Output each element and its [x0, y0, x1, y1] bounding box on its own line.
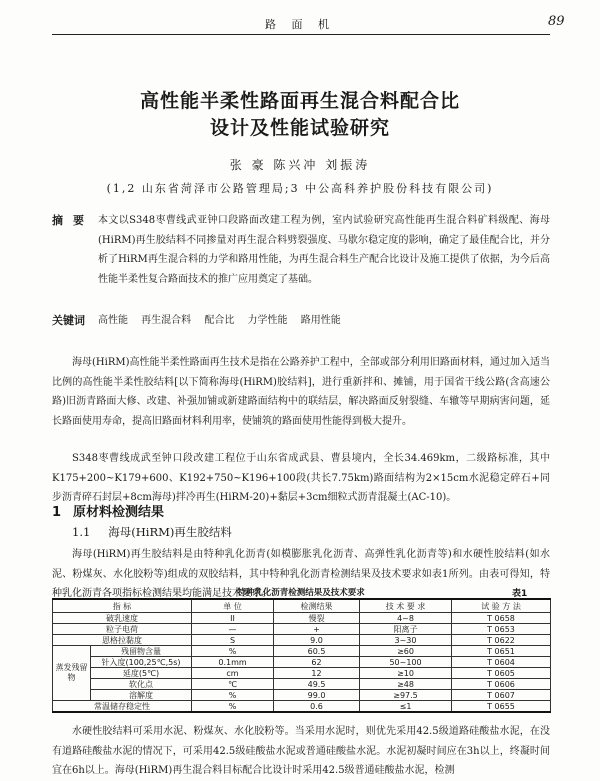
- page-number: 89: [548, 14, 565, 29]
- row-result: 9.0: [274, 635, 360, 646]
- emulsion-spec-table: [52, 598, 551, 713]
- section-number: 1: [52, 505, 62, 520]
- row-result: 60.5: [274, 646, 360, 657]
- row-name: 残留物含量: [91, 646, 192, 657]
- row-name: 粒子电荷: [53, 624, 192, 635]
- table-row: [53, 613, 551, 624]
- row-unit: 0.1mm: [192, 657, 274, 668]
- journal-header: 路 面 机: [265, 18, 335, 31]
- row-method: T 0604: [452, 657, 551, 668]
- row-result: 12: [274, 668, 360, 679]
- keywords-text: 高性能 再生混合料 配合比 力学性能 路用性能: [98, 315, 341, 326]
- row-requirement: ≥48: [360, 679, 452, 690]
- row-requirement: 阳离子: [360, 624, 452, 635]
- col-header: 技 术 要 求: [360, 599, 452, 613]
- binder-paragraph: 海母(HiRM)再生胶结料是由特种乳化沥青(如模膨胀乳化沥青、高弹性乳化沥青等)和水硬性胶结料(如水泥、粉煤灰、水化胶粉等)组成的双胶结料，其中特种乳化沥青检测结果及技术要求如表1所列。由表可得知，特种乳化沥青各项指标检测结果均能满足技术要求。: [52, 549, 550, 599]
- row-method: T 0655: [452, 701, 551, 713]
- row-result: 慢裂: [274, 613, 360, 624]
- subsection-title: 海母(HiRM)再生胶结料: [108, 525, 232, 539]
- row-name: 延度(5℃): [91, 668, 192, 679]
- row-method: T 0606: [452, 679, 551, 690]
- table-number: 表1: [512, 589, 528, 599]
- abstract-text: 本文以S348枣曹线武亚钟口段路面改建工程为例，室内试验研究高性能再生混合料矿料级配、海母(HiRM)再生胶结料不同掺量对再生混合料劈裂强度、马歇尔稳定度的影响，确定了最佳配合比，并分析了HiRM再生混合料的力学和路用性能，为再生混合料生产配合比设计及施工提供了依据，为今后高性能半柔性复合路面技术的推广应用奠定了基础。: [98, 215, 550, 285]
- row-requirement: ≥60: [360, 646, 452, 657]
- row-unit: S: [192, 635, 274, 646]
- table-row: [53, 657, 551, 668]
- table-row: [53, 646, 551, 657]
- subsection-number: 1.1: [72, 525, 91, 539]
- row-method: T 0658: [452, 613, 551, 624]
- row-unit: %: [192, 646, 274, 657]
- section-heading: [52, 501, 164, 520]
- table-header-row: [53, 599, 551, 613]
- row-requirement: ≤1: [360, 701, 452, 713]
- row-method: T 0651: [452, 646, 551, 657]
- table-row: [53, 701, 551, 713]
- abstract-label: 摘要: [52, 214, 94, 227]
- row-requirement: 4~8: [360, 613, 452, 624]
- keywords-label: 关键词: [52, 314, 85, 327]
- row-name: 常温储存稳定性: [53, 701, 192, 713]
- cement-paragraph: 水硬性胶结料可采用水泥、粉煤灰、水化胶粉等。当采用水泥时，则优先采用42.5级道路硅酸盐水泥，在没有道路硅酸盐水泥的情况下，可采用42.5级硅酸盐水泥或普通硅酸盐水泥。水泥初凝时间应在3h以上，终凝时间宜在6h以上。海母(HiRM)再生混合料目标配合比设计时采用42.5级普通硅酸盐水泥，检测: [52, 726, 550, 776]
- row-name: 软化点: [91, 679, 192, 690]
- row-name: 恩格拉黏度: [53, 635, 192, 646]
- row-requirement: ≥97.5: [360, 690, 452, 701]
- intro-paragraph-2: S348枣曹线成武至钟口段改建工程位于山东省成武县、曹县境内，全长34.469km，二级路标准，其中K175+200~K179+600、K192+750~K196+100段(共长7.75km)路面结构为2×15cm水泥稳定碎石+同步沥青碎石封层+8cm海母)拌冷再生(HiRM-20)+黏层+3cm细粒式沥青混凝土(AC-10)。: [52, 453, 550, 503]
- row-unit: II: [192, 613, 274, 624]
- row-result: 0.6: [274, 701, 360, 713]
- intro-paragraph-1: 海母(HiRM)高性能半柔性路面再生技术是指在公路养护工程中，全部或部分利用旧路面材料，通过加入适当比例的高性能半柔性胶结料[以下简称海母(HiRM)胶结料]，进行重新拌和、摊铺，用于国省干线公路(含高速公路)旧沥青路面大修、改建、补强加铺或新建路面结构中的联结层，解决路面反射裂缝、车辙等早期病害问题，延长路面使用寿命，提高旧路面材料利用率，使铺筑的路面使用性能得到极大提升。: [52, 357, 550, 427]
- row-name: 针入度(100,25℃,5s): [91, 657, 192, 668]
- row-requirement: 3~30: [360, 635, 452, 646]
- table-row: [53, 635, 551, 646]
- row-requirement: 50~100: [360, 657, 452, 668]
- row-unit: %: [192, 690, 274, 701]
- article-title-line-2: 设计及性能试验研究: [209, 117, 390, 139]
- row-method: T 0605: [452, 668, 551, 679]
- row-name: 溶解度: [91, 690, 192, 701]
- col-header: 试 验 方 法: [452, 599, 551, 613]
- row-result: 62: [274, 657, 360, 668]
- subsection-heading: [72, 524, 232, 540]
- col-header: 单 位: [192, 599, 274, 613]
- row-unit: cm: [192, 668, 274, 679]
- table-row: [53, 668, 551, 679]
- table-row: [53, 690, 551, 701]
- group-label: 蒸发残留物: [53, 646, 91, 701]
- row-method: T 0622: [452, 635, 551, 646]
- row-unit: ℃: [192, 679, 274, 690]
- header-divider: [52, 34, 550, 35]
- row-method: T 0607: [452, 690, 551, 701]
- table-row: [53, 624, 551, 635]
- row-result: 49.5: [274, 679, 360, 690]
- row-requirement: ≥10: [360, 668, 452, 679]
- col-header: 指 标: [53, 599, 192, 613]
- authors: 张 豪 陈兴冲 刘振涛: [229, 158, 371, 172]
- table-row: [53, 679, 551, 690]
- article-title-line-1: 高性能半柔性路面再生混合料配合比: [139, 90, 460, 112]
- affiliation: (1,2 山东省菏泽市公路管理局;3 中公高科养护股份科技有限公司): [106, 182, 494, 195]
- row-result: +: [274, 624, 360, 635]
- row-unit: %: [192, 701, 274, 713]
- row-result: 99.0: [274, 690, 360, 701]
- table-caption: 特种乳化沥青检测结果及技术要求: [237, 588, 365, 598]
- row-method: T 0653: [452, 624, 551, 635]
- section-title: 原材料检测结果: [73, 505, 165, 520]
- row-name: 破乳速度: [53, 613, 192, 624]
- row-unit: —: [192, 624, 274, 635]
- col-header: 检测结果: [274, 599, 360, 613]
